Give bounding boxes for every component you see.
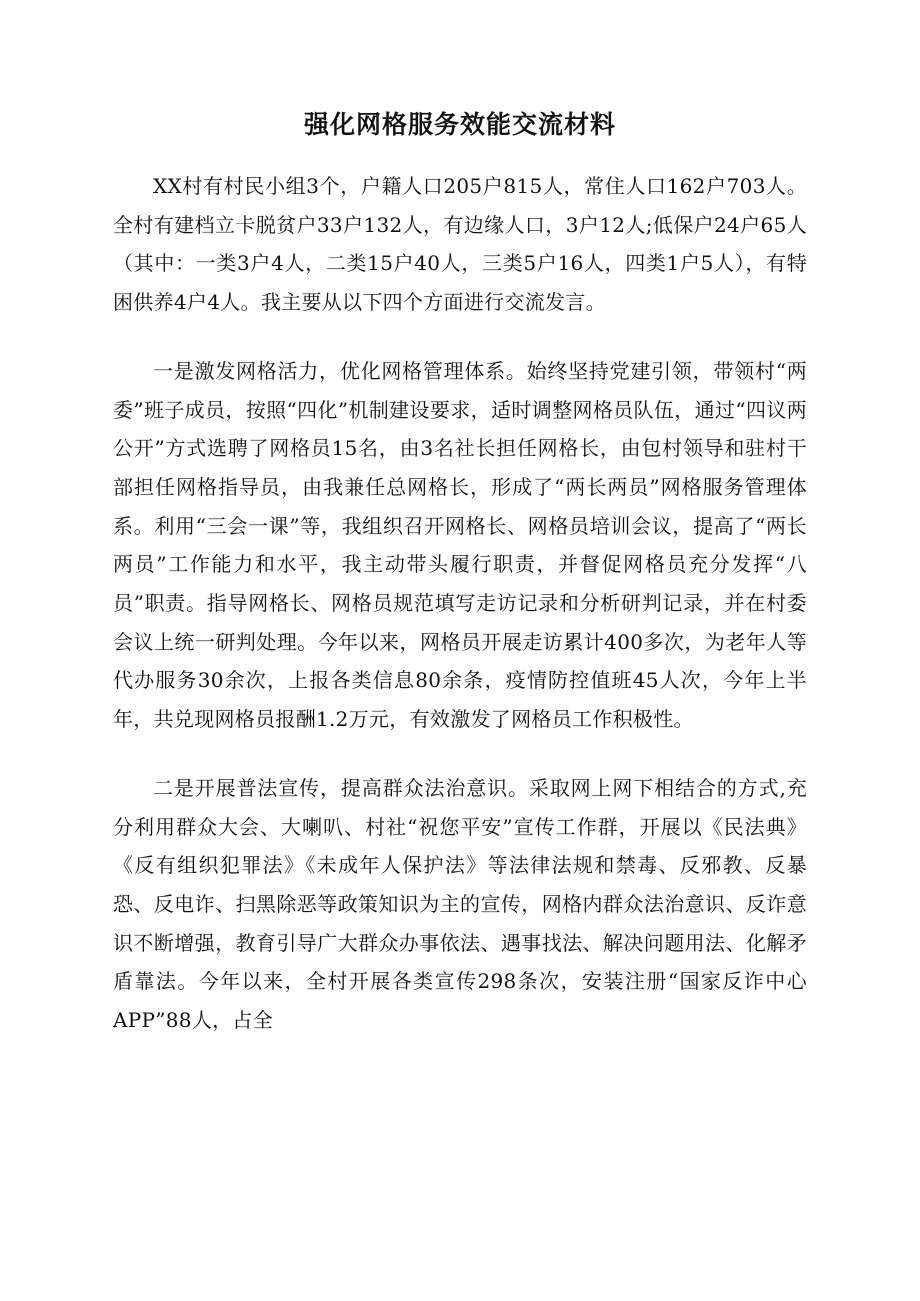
paragraph-overview: XX村有村民小组3个，户籍人口205户815人，常住人口162户703人。全村有建档立卡脱贫户33户132人，有边缘人口，3户12人;低保户24户65人（其中：一类3户4人，二类15户40人，三类5户16人，四类1户5人），有特困供养4户4人。我主要从以下四个方面进行交流发言。 [113, 174, 807, 315]
document-body [113, 167, 807, 1070]
paragraph-grid-management: 一是激发网格活力，优化网格管理体系。始终坚持党建引领，带领村“两委”班子成员，按照“四化”机制建设要求，适时调整网格员队伍，通过“四议两公开”方式选聘了网格员15名，由3名社长担任网格长，由包村领导和驻村干部担任网格指导员，由我兼任总网格长，形成了“两长两员”网格服务管理体系。利用“三会一课”等，我组织召开网格长、网格员培训会议，提高了“两长两员”工作能力和水平，我主动带头履行职责，并督促网格员充分发挥“八员”职责。指导网格长、网格员规范填写走访记录和分析研判记录，并在村委会议上统一研判处理。今年以来，网格员开展走访累计400多次，为老年人等代办服务30余次，上报各类信息80余条，疫情防控值班45人次，今年上半年，共兑现网格员报酬1.2万元，有效激发了网格员工作积极性。 [113, 358, 807, 732]
document-title: 强化网格服务效能交流材料 [303, 109, 616, 139]
paragraph-legal-publicity: 二是开展普法宣传，提高群众法治意识。采取网上网下相结合的方式,充分利用群众大会、大喇叭、村社“祝您平安”宣传工作群，开展以《民法典》《反有组织犯罪法》《未成年人保护法》等法律法规和禁毒、反邪教、反暴恐、反电诈、扫黑除恶等政策知识为主的宣传，网格内群众法治意识、反诈意识不断增强，教育引导广大群众办事依法、遇事找法、解决问题用法、化解矛盾靠法。今年以来，全村开展各类宣传298条次，安装注册“国家反诈中心APP”88人，占全 [113, 775, 807, 1033]
